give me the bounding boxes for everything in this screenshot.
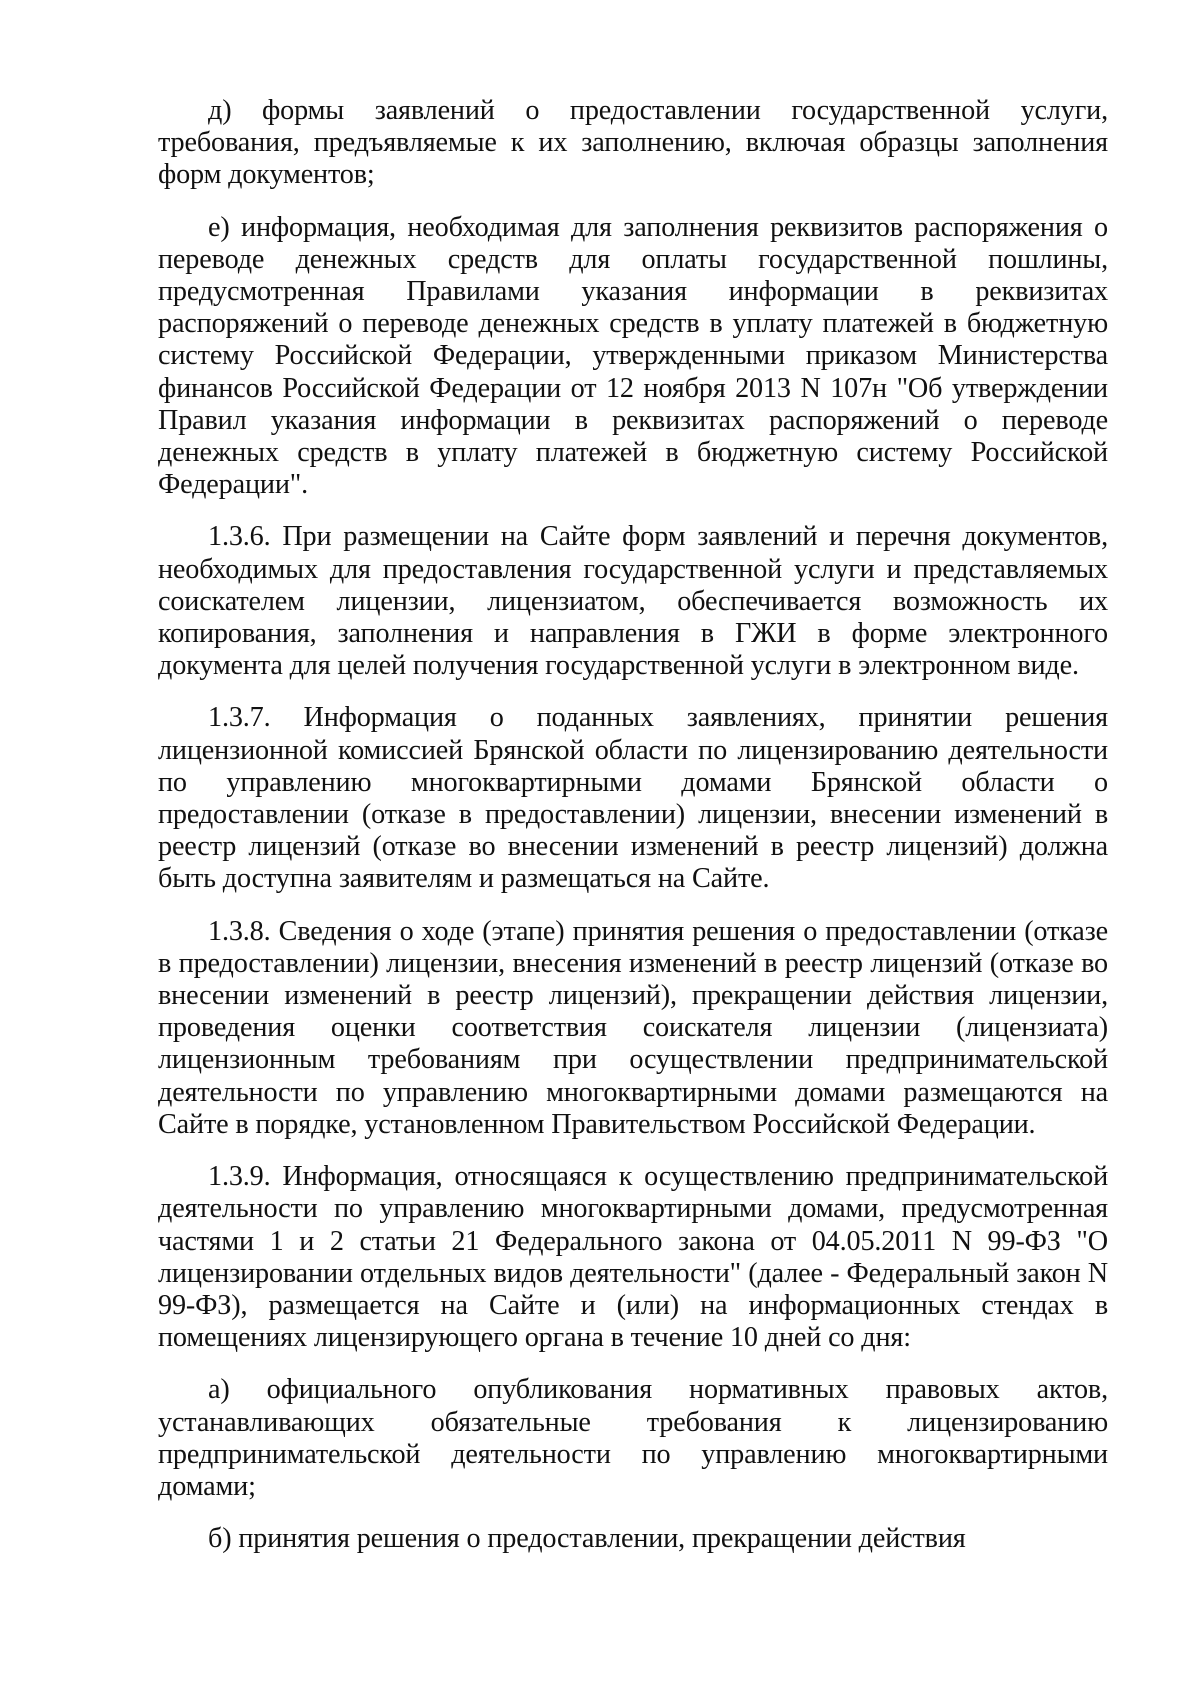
paragraph-1-3-6: 1.3.6. При размещении на Сайте форм заявлений и перечня документов, необходимых для предоставления государственной услуги и представляемых соискателем лицензии, лицензиатом, обеспечивается возможность их копирования, заполнения и направления в ГЖИ в форме электронного документа для целей получения государственной услуги в электронном виде. xyxy=(158,521,1108,682)
paragraph-1-3-8: 1.3.8. Сведения о ходе (этапе) принятия решения о предоставлении (отказе в предоставлении) лицензии, внесения изменений в реестр лицензий (отказе во внесении изменений в реестр лицензий), прекращении действия лицензии, проведения оценки соответствия соискателя лицензии (лицензиата) лицензионным требованиям при осуществлении предпринимательской деятельности по управлению многоквартирными домами размещаются на Сайте в порядке, установленном Правительством Российской Федерации. xyxy=(158,915,1108,1140)
paragraph-1-3-7: 1.3.7. Информация о поданных заявлениях, принятии решения лицензионной комиссией Брянской области по лицензированию деятельности по управлению многоквартирными домами Брянской области о предоставлении (отказе в предоставлении) лицензии, внесении изменений в реестр лицензий (отказе во внесении изменений в реестр лицензий) должна быть доступна заявителям и размещаться на Сайте. xyxy=(158,702,1108,895)
paragraph-a-official-publication: а) официального опубликования нормативных правовых актов, устанавливающих обязательные требования к лицензированию предпринимательской деятельности по управлению многоквартирными домами; xyxy=(158,1374,1108,1502)
paragraph-d-application-forms: д) формы заявлений о предоставлении государственной услуги, требования, предъявляемые к их заполнению, включая образцы заполнения форм документов; xyxy=(158,95,1108,191)
paragraph-e-payment-details: е) информация, необходимая для заполнения реквизитов распоряжения о переводе денежных средств для оплаты государственной пошлины, предусмотренная Правилами указания информации в реквизитах распоряжений о переводе денежных средств в уплату платежей в бюджетную систему Российской Федерации, утвержденными приказом Министерства финансов Российской Федерации от 12 ноября 2013 N 107н "Об утверждении Правил указания информации в реквизитах распоряжений о переводе денежных средств в уплату платежей в бюджетную систему Российской Федерации". xyxy=(158,211,1108,501)
paragraph-1-3-9: 1.3.9. Информация, относящаяся к осуществлению предпринимательской деятельности по управлению многоквартирными домами, предусмотренная частями 1 и 2 статьи 21 Федерального закона от 04.05.2011 N 99-ФЗ "О лицензировании отдельных видов деятельности" (далее - Федеральный закон N 99-ФЗ), размещается на Сайте и (или) на информационных стендах в помещениях лицензирующего органа в течение 10 дней со дня: xyxy=(158,1161,1108,1354)
paragraph-b-decision: б) принятия решения о предоставлении, прекращении действия xyxy=(208,1523,966,1555)
